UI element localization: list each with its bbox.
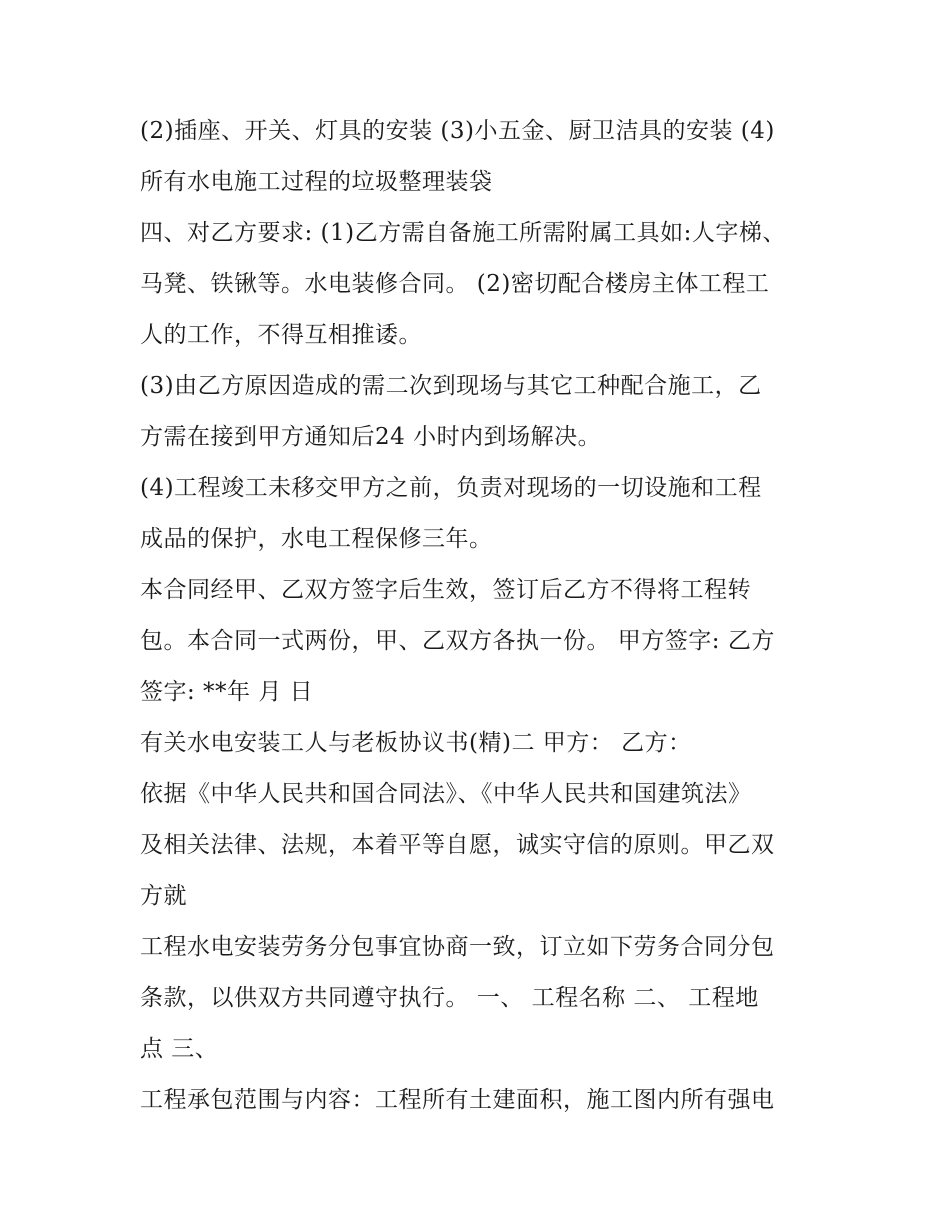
text-line: 有关水电安装工人与老板协议书(精)二 甲方： 乙方：: [140, 730, 692, 756]
text-line: 所有水电施工过程的垃圾整理装袋: [140, 169, 493, 195]
text-line: 工程承包范围与内容：工程所有土建面积，施工图内所有强电: [140, 1087, 775, 1113]
text-line: (3)由乙方原因造成的需二次到现场与其它工种配合施工，乙: [140, 373, 762, 399]
text-line: (4)工程竣工未移交甲方之前，负责对现场的一切设施和工程: [140, 475, 762, 501]
text-line: 本合同经甲、乙双方签字后生效，签订后乙方不得将工程转: [140, 577, 751, 603]
text-line: 签字: **年 月 日: [140, 679, 314, 705]
text-line: 条款，以供双方共同遵守执行。 一、 工程名称 二、 工程地: [140, 985, 759, 1011]
document-body: [140, 106, 820, 1126]
text-line: 马凳、铁锹等。水电装修合同。 (2)密切配合楼房主体工程工: [140, 271, 770, 297]
text-line: 方需在接到甲方通知后24 小时内到场解决。: [140, 424, 602, 450]
text-line: 依据《中华人民共和国合同法》、《中华人民共和国建筑法》: [140, 781, 752, 807]
text-line: 工程水电安装劳务分包事宜协商一致，订立如下劳务合同分包: [140, 934, 775, 960]
text-line: 四、对乙方要求: (1)乙方需自备施工所需附属工具如:人字梯、: [140, 220, 786, 246]
text-line: 及相关法律、法规，本着平等自愿，诚实守信的原则。甲乙双: [140, 832, 775, 858]
text-line: 成品的保护，水电工程保修三年。: [140, 526, 493, 552]
text-line: 包。本合同一式两份，甲、乙双方各执一份。 甲方签字: 乙方: [140, 628, 775, 654]
text-line: 点 三、: [140, 1036, 219, 1062]
text-line: 人的工作，不得互相推诿。: [140, 322, 422, 348]
text-line: 方就: [140, 883, 187, 909]
text-line: (2)插座、开关、灯具的安装 (3)小五金、厨卫洁具的安装 (4): [140, 118, 775, 144]
